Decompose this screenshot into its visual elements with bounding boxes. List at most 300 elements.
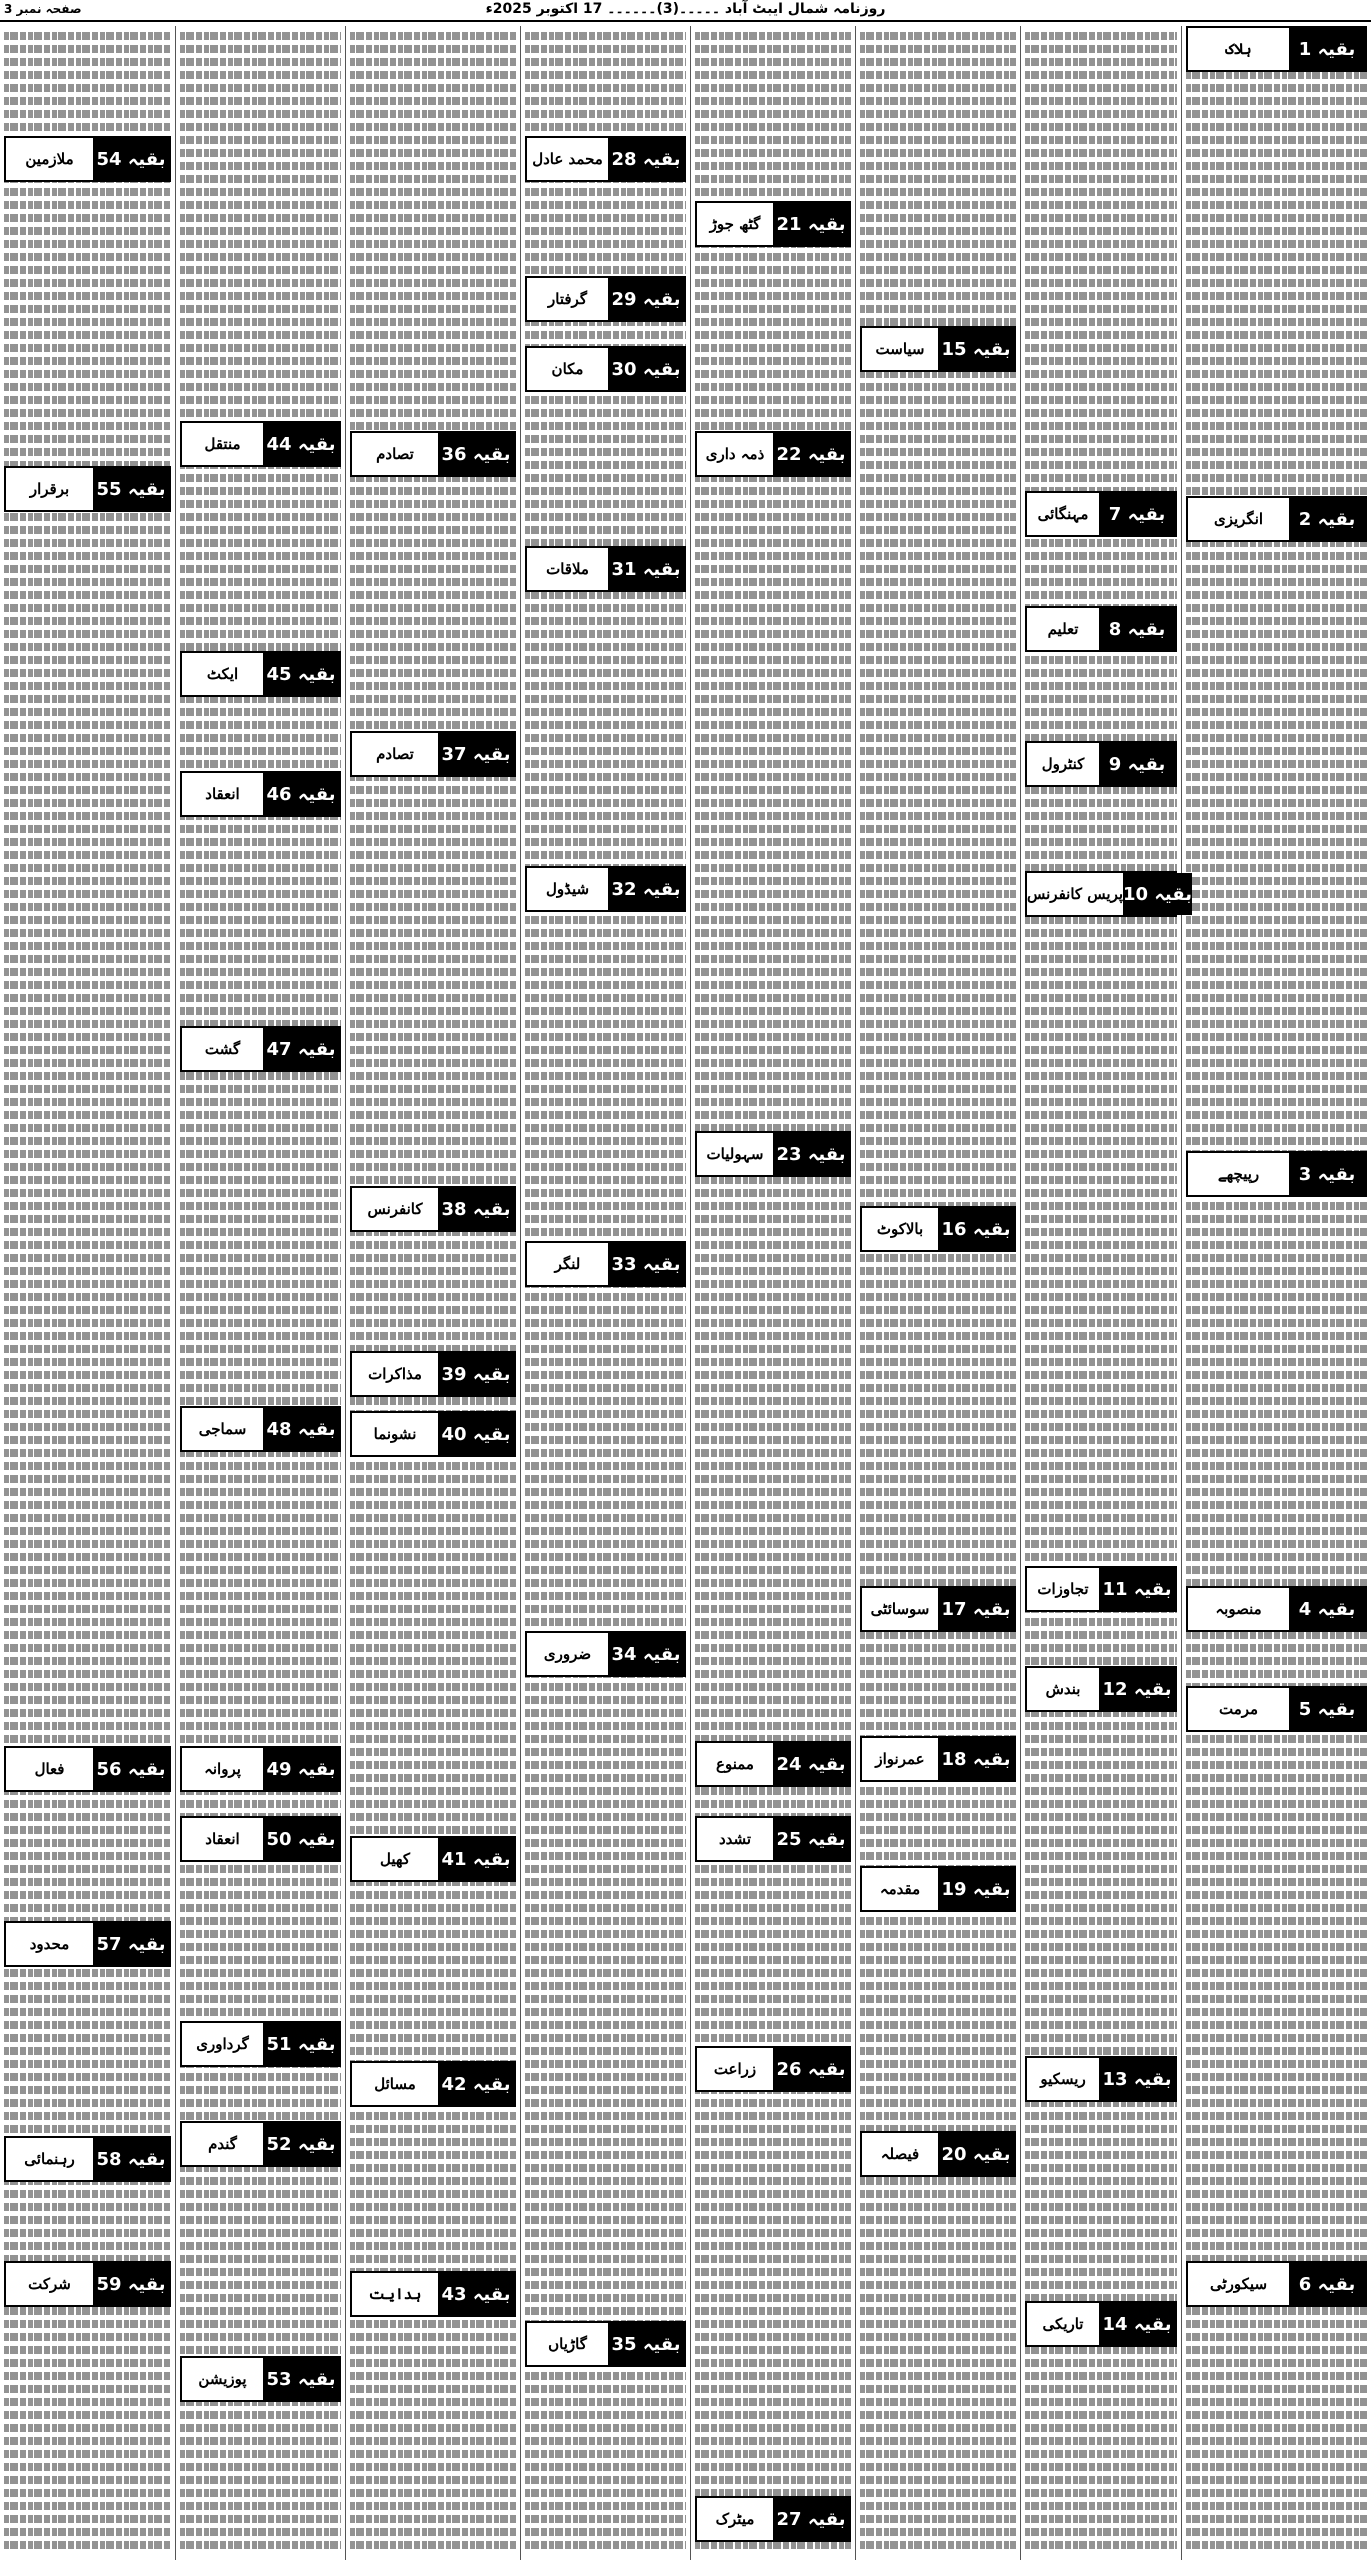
continuation-number: بقیہ 28	[608, 138, 684, 180]
text-line-placeholder	[4, 1709, 171, 1717]
text-line-placeholder	[525, 747, 686, 755]
text-line-placeholder	[1186, 2242, 1367, 2250]
text-line-placeholder	[1186, 2541, 1367, 2549]
column-8	[0, 26, 175, 2560]
text-line-placeholder	[4, 552, 171, 560]
text-line-placeholder	[1025, 305, 1177, 313]
text-line-placeholder	[4, 1423, 171, 1431]
text-line-placeholder	[860, 2229, 1016, 2237]
text-line-placeholder	[525, 1917, 686, 1925]
text-line-placeholder	[525, 2489, 686, 2497]
text-line-placeholder	[180, 292, 341, 300]
text-line-placeholder	[350, 851, 516, 859]
continuation-box-b5	[1186, 1686, 1367, 1732]
text-line-placeholder	[860, 2528, 1016, 2536]
text-line-placeholder	[695, 1930, 851, 1938]
page-number-label: صفحہ نمبر 3	[4, 2, 82, 16]
text-line-placeholder	[695, 2190, 851, 2198]
text-line-placeholder	[525, 1202, 686, 1210]
text-line-placeholder	[4, 2307, 171, 2315]
text-line-placeholder	[350, 2346, 516, 2354]
text-line-placeholder	[695, 1904, 851, 1912]
text-line-placeholder	[860, 1072, 1016, 1080]
text-line-placeholder	[1025, 1852, 1177, 1860]
text-line-placeholder	[525, 422, 686, 430]
text-line-placeholder	[525, 2515, 686, 2523]
text-line-placeholder	[860, 617, 1016, 625]
text-line-placeholder	[1025, 2424, 1177, 2432]
continuation-box-b16	[860, 1206, 1016, 1252]
text-line-placeholder	[350, 825, 516, 833]
text-line-placeholder	[695, 604, 851, 612]
text-line-placeholder	[1025, 2047, 1177, 2055]
continuation-label: انعقاد	[205, 785, 240, 803]
continuation-label: پوزیشن	[198, 2370, 247, 2388]
text-line-placeholder	[350, 1631, 516, 1639]
text-line-placeholder	[1186, 1306, 1367, 1314]
text-line-placeholder	[4, 110, 171, 118]
text-line-placeholder	[1186, 136, 1367, 144]
continuation-label: سہولیات	[706, 1145, 764, 1163]
text-line-placeholder	[4, 2086, 171, 2094]
text-line-placeholder	[695, 2398, 851, 2406]
text-line-placeholder	[4, 2541, 171, 2549]
text-line-placeholder	[180, 2307, 341, 2315]
text-line-placeholder	[180, 565, 341, 573]
continuation-label: ذمہ داری	[705, 445, 765, 463]
text-line-placeholder	[4, 1358, 171, 1366]
text-line-placeholder	[860, 851, 1016, 859]
text-line-placeholder	[695, 123, 851, 131]
text-line-placeholder	[180, 110, 341, 118]
text-line-placeholder	[180, 2229, 341, 2237]
text-line-placeholder	[1025, 916, 1177, 924]
text-line-placeholder	[1186, 682, 1367, 690]
text-line-placeholder	[1025, 1098, 1177, 1106]
text-line-placeholder	[695, 1215, 851, 1223]
text-line-placeholder	[4, 2424, 171, 2432]
text-line-placeholder	[350, 2541, 516, 2549]
text-line-placeholder	[4, 1189, 171, 1197]
text-line-placeholder	[695, 1111, 851, 1119]
text-line-placeholder	[4, 1072, 171, 1080]
text-line-placeholder	[525, 955, 686, 963]
text-line-placeholder	[860, 695, 1016, 703]
text-line-placeholder	[4, 2463, 171, 2471]
text-line-placeholder	[350, 1085, 516, 1093]
text-line-placeholder	[860, 2281, 1016, 2289]
text-line-placeholder	[1025, 1241, 1177, 1249]
text-line-placeholder	[1025, 1059, 1177, 1067]
text-line-placeholder	[1186, 1371, 1367, 1379]
text-line-placeholder	[180, 2346, 341, 2354]
text-line-placeholder	[4, 2450, 171, 2458]
text-line-placeholder	[350, 253, 516, 261]
text-line-placeholder	[695, 318, 851, 326]
text-line-placeholder	[1025, 1891, 1177, 1899]
text-line-placeholder	[4, 188, 171, 196]
text-line-placeholder	[350, 1137, 516, 1145]
text-line-placeholder	[1186, 890, 1367, 898]
text-line-placeholder	[860, 968, 1016, 976]
continuation-label: کھیل	[380, 1850, 410, 1868]
text-line-placeholder	[4, 2333, 171, 2341]
continuation-label: ہلاک	[1225, 40, 1252, 58]
continuation-box-b4	[1186, 1586, 1367, 1632]
text-line-placeholder	[4, 1384, 171, 1392]
text-line-placeholder	[860, 981, 1016, 989]
text-line-placeholder	[350, 2437, 516, 2445]
continuation-box-b30	[525, 346, 686, 392]
text-line-placeholder	[1025, 1527, 1177, 1535]
continuation-label: ہدایت	[368, 2285, 422, 2303]
text-line-placeholder	[180, 916, 341, 924]
text-line-placeholder	[180, 1111, 341, 1119]
text-line-placeholder	[4, 2229, 171, 2237]
text-line-placeholder	[4, 1618, 171, 1626]
continuation-number: بقیہ 35	[608, 2323, 684, 2365]
text-line-placeholder	[525, 968, 686, 976]
text-line-placeholder	[695, 942, 851, 950]
text-line-placeholder	[350, 1709, 516, 1717]
text-line-placeholder	[695, 1514, 851, 1522]
text-line-placeholder	[180, 1592, 341, 1600]
text-line-placeholder	[350, 1657, 516, 1665]
text-line-placeholder	[350, 136, 516, 144]
text-line-placeholder	[350, 513, 516, 521]
text-line-placeholder	[180, 45, 341, 53]
text-line-placeholder	[1186, 2216, 1367, 2224]
text-line-placeholder	[4, 1280, 171, 1288]
continuation-box-b40	[350, 1411, 516, 1457]
continuation-box-b45	[180, 651, 341, 697]
text-line-placeholder	[525, 2268, 686, 2276]
text-line-placeholder	[1025, 2242, 1177, 2250]
text-line-placeholder	[860, 1046, 1016, 1054]
continuation-box-b34	[525, 1631, 686, 1677]
text-line-placeholder	[695, 2177, 851, 2185]
text-line-placeholder	[695, 1605, 851, 1613]
text-line-placeholder	[525, 1111, 686, 1119]
text-line-placeholder	[4, 994, 171, 1002]
text-line-placeholder	[1186, 1774, 1367, 1782]
continuation-label: مرمت	[1218, 1700, 1259, 1718]
text-line-placeholder	[350, 318, 516, 326]
continuation-label: پریس کانفرنس	[1027, 885, 1124, 903]
text-line-placeholder	[4, 1800, 171, 1808]
continuation-box-b18	[860, 1736, 1016, 1782]
text-line-placeholder	[350, 2203, 516, 2211]
text-line-placeholder	[695, 1332, 851, 1340]
text-line-placeholder	[1025, 292, 1177, 300]
text-line-placeholder	[1186, 1124, 1367, 1132]
text-line-placeholder	[525, 656, 686, 664]
text-line-placeholder	[350, 2515, 516, 2523]
text-line-placeholder	[860, 1371, 1016, 1379]
text-line-placeholder	[525, 1085, 686, 1093]
text-line-placeholder	[4, 747, 171, 755]
text-line-placeholder	[1025, 1956, 1177, 1964]
text-line-placeholder	[1025, 1384, 1177, 1392]
text-line-placeholder	[180, 1384, 341, 1392]
text-line-placeholder	[525, 1826, 686, 1834]
text-line-placeholder	[1025, 1254, 1177, 1262]
text-line-placeholder	[525, 916, 686, 924]
text-line-placeholder	[1025, 851, 1177, 859]
text-line-placeholder	[350, 994, 516, 1002]
text-line-placeholder	[525, 2008, 686, 2016]
text-line-placeholder	[860, 2268, 1016, 2276]
text-line-placeholder	[180, 526, 341, 534]
text-line-placeholder	[1186, 1566, 1367, 1574]
text-line-placeholder	[180, 2190, 341, 2198]
text-line-placeholder	[1186, 2372, 1367, 2380]
text-line-placeholder	[1025, 2177, 1177, 2185]
text-line-placeholder	[1186, 461, 1367, 469]
text-line-placeholder	[180, 2255, 341, 2263]
text-line-placeholder	[525, 240, 686, 248]
text-line-placeholder	[350, 227, 516, 235]
text-line-placeholder	[1186, 227, 1367, 235]
text-line-placeholder	[350, 32, 516, 40]
continuation-number: بقیہ 49	[263, 1748, 339, 1790]
text-line-placeholder	[695, 2385, 851, 2393]
text-line-placeholder	[860, 799, 1016, 807]
text-line-placeholder	[350, 1722, 516, 1730]
text-line-placeholder	[860, 1696, 1016, 1704]
text-line-placeholder	[695, 1098, 851, 1106]
text-line-placeholder	[350, 1813, 516, 1821]
text-line-placeholder	[695, 253, 851, 261]
continuation-box-b23	[695, 1131, 851, 1177]
text-line-placeholder	[4, 1475, 171, 1483]
text-line-placeholder	[695, 1800, 851, 1808]
text-line-placeholder	[1025, 2515, 1177, 2523]
text-line-placeholder	[525, 2398, 686, 2406]
text-line-placeholder	[1025, 123, 1177, 131]
text-line-placeholder	[1025, 2398, 1177, 2406]
text-line-placeholder	[695, 2216, 851, 2224]
text-line-placeholder	[860, 838, 1016, 846]
text-line-placeholder	[860, 1787, 1016, 1795]
text-line-placeholder	[1186, 955, 1367, 963]
text-line-placeholder	[350, 1280, 516, 1288]
text-line-placeholder	[1186, 2021, 1367, 2029]
text-line-placeholder	[695, 305, 851, 313]
text-line-placeholder	[1186, 188, 1367, 196]
text-line-placeholder	[180, 1228, 341, 1236]
text-line-placeholder	[1186, 318, 1367, 326]
text-line-placeholder	[525, 1566, 686, 1574]
text-line-placeholder	[525, 1527, 686, 1535]
text-line-placeholder	[525, 1098, 686, 1106]
continuation-label: بندش	[1045, 1680, 1081, 1698]
text-line-placeholder	[180, 2528, 341, 2536]
text-line-placeholder	[180, 1124, 341, 1132]
text-line-placeholder	[180, 2216, 341, 2224]
text-line-placeholder	[4, 1345, 171, 1353]
text-line-placeholder	[1025, 1228, 1177, 1236]
text-line-placeholder	[180, 617, 341, 625]
text-line-placeholder	[1186, 1254, 1367, 1262]
text-line-placeholder	[4, 591, 171, 599]
text-line-placeholder	[860, 1098, 1016, 1106]
text-line-placeholder	[860, 1436, 1016, 1444]
text-line-placeholder	[695, 617, 851, 625]
text-line-placeholder	[1025, 1800, 1177, 1808]
text-line-placeholder	[4, 1514, 171, 1522]
text-line-placeholder	[1025, 84, 1177, 92]
text-line-placeholder	[525, 2047, 686, 2055]
text-line-placeholder	[1186, 292, 1367, 300]
text-line-placeholder	[1025, 45, 1177, 53]
text-line-placeholder	[350, 1904, 516, 1912]
text-line-placeholder	[525, 1852, 686, 1860]
text-line-placeholder	[180, 1735, 341, 1743]
text-line-placeholder	[695, 136, 851, 144]
text-line-placeholder	[1186, 435, 1367, 443]
text-line-placeholder	[180, 851, 341, 859]
text-line-placeholder	[4, 2385, 171, 2393]
text-line-placeholder	[350, 331, 516, 339]
text-line-placeholder	[525, 331, 686, 339]
text-line-placeholder	[1186, 1449, 1367, 1457]
text-line-placeholder	[180, 955, 341, 963]
text-line-placeholder	[1186, 370, 1367, 378]
text-line-placeholder	[525, 1007, 686, 1015]
continuation-number: بقیہ 46	[263, 773, 339, 815]
text-line-placeholder	[695, 1683, 851, 1691]
text-line-placeholder	[1186, 2333, 1367, 2341]
continuation-number: بقیہ 51	[263, 2023, 339, 2065]
column-5	[520, 26, 690, 2560]
text-line-placeholder	[1025, 1878, 1177, 1886]
text-line-placeholder	[860, 45, 1016, 53]
text-line-placeholder	[4, 71, 171, 79]
text-line-placeholder	[1025, 1410, 1177, 1418]
text-line-placeholder	[350, 1930, 516, 1938]
text-line-placeholder	[350, 2489, 516, 2497]
text-line-placeholder	[695, 1293, 851, 1301]
text-line-placeholder	[4, 2489, 171, 2497]
text-line-placeholder	[695, 539, 851, 547]
text-line-placeholder	[180, 760, 341, 768]
text-line-placeholder	[525, 1345, 686, 1353]
text-line-placeholder	[860, 1540, 1016, 1548]
text-line-placeholder	[525, 2424, 686, 2432]
text-line-placeholder	[525, 1748, 686, 1756]
text-line-placeholder	[695, 734, 851, 742]
text-line-placeholder	[525, 1371, 686, 1379]
text-line-placeholder	[1025, 201, 1177, 209]
text-line-placeholder	[180, 1566, 341, 1574]
text-line-placeholder	[860, 32, 1016, 40]
text-line-placeholder	[695, 1371, 851, 1379]
text-line-placeholder	[4, 1176, 171, 1184]
text-line-placeholder	[695, 1306, 851, 1314]
text-line-placeholder	[525, 58, 686, 66]
text-line-placeholder	[4, 1488, 171, 1496]
text-line-placeholder	[1025, 1475, 1177, 1483]
text-line-placeholder	[1186, 1956, 1367, 1964]
text-line-placeholder	[1186, 838, 1367, 846]
column-1	[1181, 26, 1371, 2560]
text-line-placeholder	[525, 84, 686, 92]
text-line-placeholder	[350, 2320, 516, 2328]
text-line-placeholder	[180, 2463, 341, 2471]
text-line-placeholder	[695, 1397, 851, 1405]
text-line-placeholder	[1025, 682, 1177, 690]
text-line-placeholder	[860, 2099, 1016, 2107]
text-line-placeholder	[860, 2060, 1016, 2068]
text-line-placeholder	[860, 1176, 1016, 1184]
text-line-placeholder	[695, 2164, 851, 2172]
text-line-placeholder	[4, 1462, 171, 1470]
text-line-placeholder	[860, 526, 1016, 534]
continuation-number: بقیہ 13	[1099, 2058, 1175, 2100]
text-line-placeholder	[860, 916, 1016, 924]
text-line-placeholder	[350, 2216, 516, 2224]
text-line-placeholder	[4, 227, 171, 235]
text-line-placeholder	[860, 1917, 1016, 1925]
text-line-placeholder	[4, 1137, 171, 1145]
text-line-placeholder	[350, 578, 516, 586]
text-line-placeholder	[1025, 591, 1177, 599]
text-line-placeholder	[860, 409, 1016, 417]
text-line-placeholder	[350, 916, 516, 924]
text-line-placeholder	[525, 1176, 686, 1184]
text-line-placeholder	[860, 1306, 1016, 1314]
text-line-placeholder	[1186, 1527, 1367, 1535]
text-line-placeholder	[860, 1657, 1016, 1665]
continuation-label: مذاکرات	[368, 1365, 422, 1383]
text-line-placeholder	[180, 1241, 341, 1249]
text-line-placeholder	[1186, 279, 1367, 287]
text-line-placeholder	[860, 1553, 1016, 1561]
text-line-placeholder	[180, 1267, 341, 1275]
text-line-placeholder	[180, 1930, 341, 1938]
text-line-placeholder	[4, 1657, 171, 1665]
text-line-placeholder	[1025, 97, 1177, 105]
text-line-placeholder	[695, 1891, 851, 1899]
text-line-placeholder	[4, 1605, 171, 1613]
text-line-placeholder	[1025, 1033, 1177, 1041]
text-line-placeholder	[525, 1722, 686, 1730]
text-line-placeholder	[180, 1202, 341, 1210]
text-line-placeholder	[1025, 2359, 1177, 2367]
text-line-placeholder	[180, 1501, 341, 1509]
text-line-placeholder	[860, 513, 1016, 521]
column-6	[345, 26, 520, 2560]
text-line-placeholder	[350, 2229, 516, 2237]
continuation-label: لنگر	[554, 1255, 581, 1273]
text-line-placeholder	[180, 1293, 341, 1301]
text-line-placeholder	[350, 58, 516, 66]
text-line-placeholder	[350, 1787, 516, 1795]
text-line-placeholder	[4, 617, 171, 625]
text-line-placeholder	[1025, 799, 1177, 807]
text-line-placeholder	[4, 916, 171, 924]
text-line-placeholder	[4, 864, 171, 872]
text-line-placeholder	[4, 1124, 171, 1132]
text-line-placeholder	[1025, 1137, 1177, 1145]
text-line-placeholder	[1025, 318, 1177, 326]
text-line-placeholder	[4, 1020, 171, 1028]
column-2	[1020, 26, 1192, 2560]
text-line-placeholder	[525, 1618, 686, 1626]
text-line-placeholder	[1186, 1488, 1367, 1496]
text-line-placeholder	[1186, 747, 1367, 755]
